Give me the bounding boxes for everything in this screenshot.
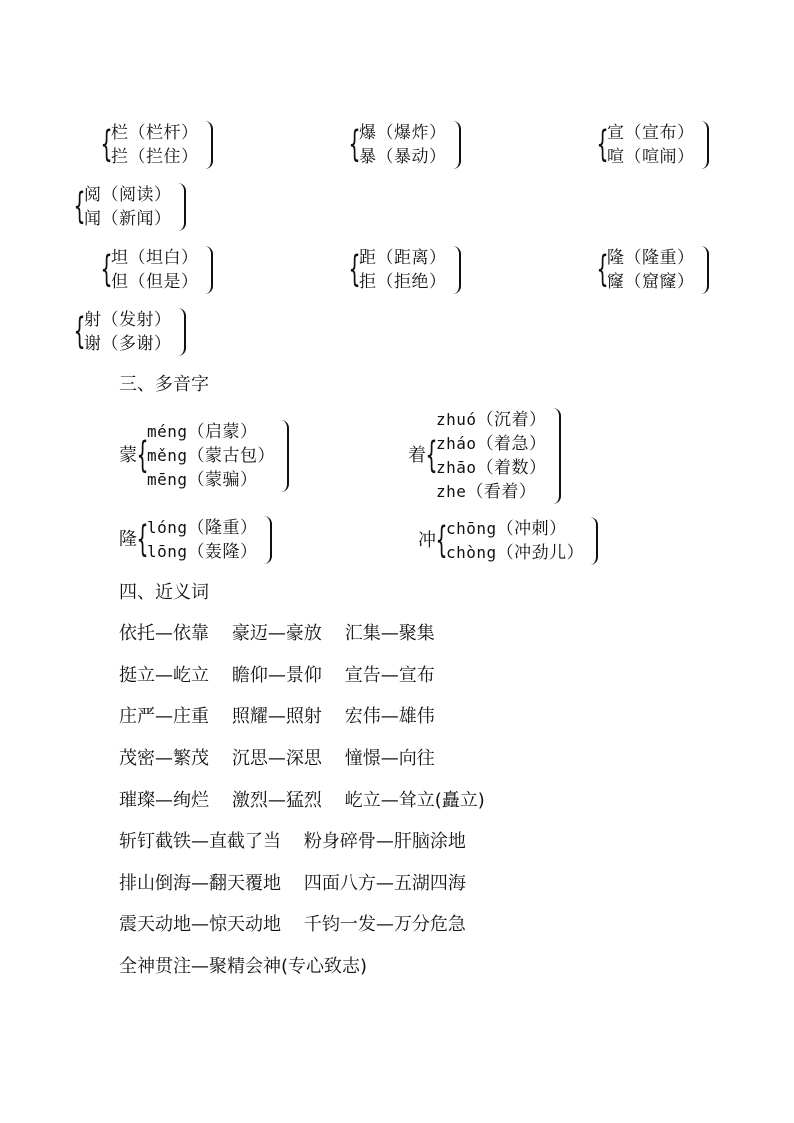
left-brace: { (136, 518, 149, 560)
pinyin: zhuó (436, 410, 477, 429)
pair-group-yue (75, 183, 186, 231)
left-brace: { (348, 248, 361, 290)
example-word: （冲刺） (496, 519, 567, 539)
reading-line (147, 420, 275, 444)
pinyin: chōng (446, 519, 497, 538)
left-brace: { (73, 310, 86, 352)
example-word: （隆重） (187, 518, 258, 538)
pinyin: méng (147, 422, 188, 441)
polyphone-group-chong (418, 517, 598, 565)
polyphone-group-meng (119, 420, 289, 492)
example-word: （看着） (466, 482, 537, 502)
pair-group-lan (102, 121, 213, 169)
pair-line: 栏（栏杆） (111, 123, 199, 143)
polyphone-group-long (119, 516, 272, 564)
pair-line: 拒（拒绝） (359, 272, 447, 292)
right-bracket (590, 517, 598, 565)
right-bracket (453, 246, 461, 294)
pinyin: lóng (147, 518, 188, 537)
synonym-row: 震天动地—惊天动地 千钧一发—万分危急 (119, 914, 466, 935)
example-word: （轰隆） (187, 542, 258, 562)
example-word: （着急） (476, 434, 547, 454)
example-word: （沉着） (476, 410, 547, 430)
left-brace: { (136, 434, 149, 476)
reading-line (436, 408, 547, 432)
reading-line (446, 517, 584, 541)
polyphone-char: 蒙 (119, 445, 137, 466)
left-brace: { (348, 123, 361, 165)
pinyin: zháo (436, 434, 477, 453)
pair-group-bao (350, 121, 461, 169)
example-word: （冲劲儿） (496, 543, 585, 563)
pinyin: lōng (147, 542, 188, 561)
pair-line: 喧（喧闹） (607, 147, 695, 167)
right-bracket (701, 246, 709, 294)
synonym-row: 庄严—庄重 照耀—照射 宏伟—雄伟 (119, 706, 435, 727)
right-bracket (178, 183, 186, 231)
example-word: （启蒙） (187, 422, 258, 442)
left-brace: { (73, 185, 86, 227)
pinyin: zhe (436, 482, 467, 501)
pair-line: 爆（爆炸） (359, 123, 447, 143)
right-bracket (205, 121, 213, 169)
right-bracket (264, 516, 272, 564)
reading-line (436, 456, 547, 480)
reading-line (147, 516, 258, 540)
pair-group-ju (350, 246, 461, 294)
pair-line: 拦（拦住） (111, 147, 199, 167)
pair-line: 暴（暴动） (359, 147, 447, 167)
synonym-row: 斩钉截铁—直截了当 粉身碎骨—肝脑涂地 (119, 831, 466, 852)
left-brace: { (596, 248, 609, 290)
example-word: （蒙古包） (187, 446, 276, 466)
synonym-row: 依托—依靠 豪迈—豪放 汇集—聚集 (119, 623, 435, 644)
reading-line (436, 432, 547, 456)
pinyin: měng (147, 446, 188, 465)
reading-line (147, 444, 275, 468)
right-bracket (205, 246, 213, 294)
left-brace: { (435, 519, 448, 561)
left-brace: { (100, 248, 113, 290)
pair-line: 窿（窟窿） (607, 272, 695, 292)
pair-line: 但（但是） (111, 272, 199, 292)
polyphone-char: 冲 (418, 530, 436, 551)
left-brace: { (425, 434, 438, 476)
pair-line: 射（发射） (84, 310, 172, 330)
pair-group-tan (102, 246, 213, 294)
polyphone-group-zhe (408, 408, 561, 504)
pinyin: mēng (147, 470, 188, 489)
polyphone-char: 隆 (119, 529, 137, 550)
pinyin: zhāo (436, 458, 477, 477)
right-bracket (178, 308, 186, 356)
polyphone-char: 着 (408, 445, 426, 466)
right-bracket (453, 121, 461, 169)
right-bracket (553, 408, 561, 504)
reading-line (147, 468, 275, 492)
pair-line: 隆（隆重） (607, 248, 695, 268)
pair-group-long (598, 246, 709, 294)
section-title-polyphones: 三、多音字 (119, 374, 209, 395)
pair-group-xuan (598, 121, 709, 169)
synonym-row: 璀璨—绚烂 激烈—猛烈 屹立—耸立(矗立) (119, 790, 485, 811)
example-word: （蒙骗） (187, 470, 258, 490)
pinyin: chòng (446, 543, 497, 562)
pair-line: 坦（坦白） (111, 248, 199, 268)
section-title-synonyms: 四、近义词 (119, 582, 209, 603)
pair-group-she (75, 308, 186, 356)
reading-line (147, 540, 258, 564)
pair-line: 谢（多谢） (84, 334, 172, 354)
synonym-row: 茂密—繁茂 沉思—深思 憧憬—向往 (119, 748, 435, 769)
reading-line (436, 480, 547, 504)
synonym-row: 全神贯注—聚精会神(专心致志) (119, 956, 368, 977)
example-word: （着数） (476, 458, 547, 478)
right-bracket (281, 420, 289, 492)
pair-line: 阅（阅读） (84, 185, 172, 205)
left-brace: { (100, 123, 113, 165)
synonym-row: 挺立—屹立 瞻仰—景仰 宣告—宣布 (119, 665, 435, 686)
pair-line: 距（距离） (359, 248, 447, 268)
pair-line: 闻（新闻） (84, 209, 172, 229)
right-bracket (701, 121, 709, 169)
synonym-row: 排山倒海—翻天覆地 四面八方—五湖四海 (119, 873, 466, 894)
pair-line: 宣（宣布） (607, 123, 695, 143)
left-brace: { (596, 123, 609, 165)
reading-line (446, 541, 584, 565)
